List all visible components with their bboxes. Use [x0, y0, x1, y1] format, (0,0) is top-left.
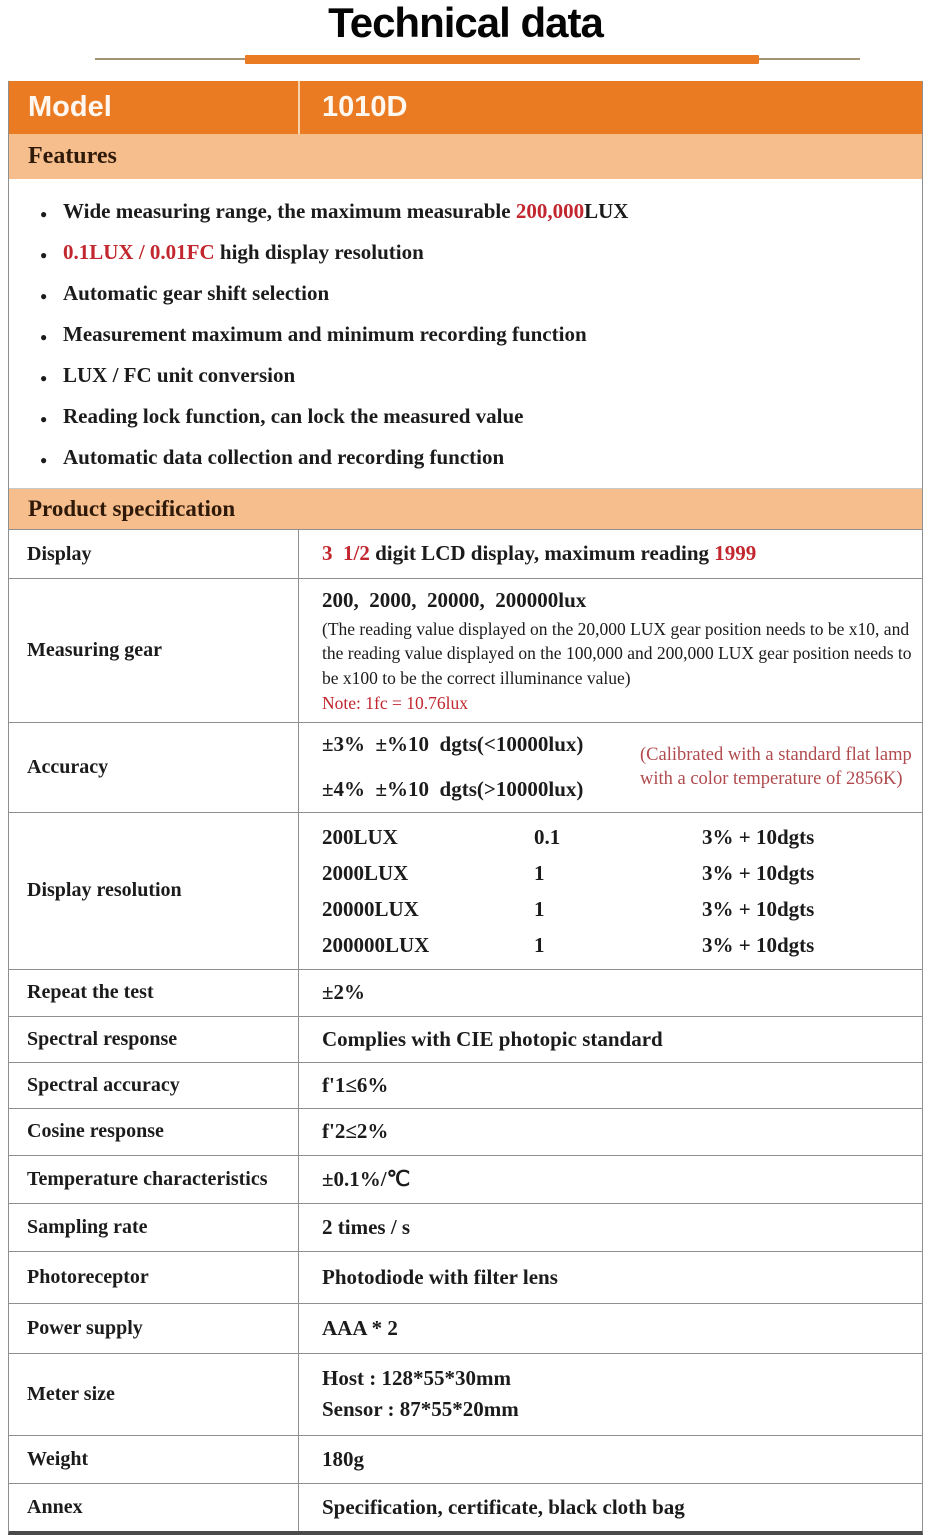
range-cell: 20000LUX	[322, 896, 419, 921]
spec-row-annex	[9, 1483, 922, 1531]
value-line	[322, 691, 914, 716]
text-segment: Automatic data collection and recording function	[63, 445, 505, 469]
range-cell: 2000LUX	[322, 860, 409, 885]
spec-label: Spectral response	[27, 1027, 178, 1050]
resolution-line	[322, 891, 914, 927]
spec-row-spectral-accuracy	[9, 1062, 922, 1108]
accuracy-cell: 3% + 10dgts	[702, 860, 815, 885]
spec-label: Sampling rate	[27, 1215, 148, 1238]
spec-value	[298, 579, 922, 722]
value-line	[322, 1313, 914, 1345]
spec-label: Display	[27, 542, 92, 565]
bullet-icon: ●	[40, 248, 48, 262]
spec-label: Repeat the test	[27, 981, 154, 1004]
text-segment: (The reading value displayed on the 20,000 LUX gear position needs to be x10, and the reading value displayed on the 100,000 and 200,000 LUX gear position needs to be x100 to be the correct illuminance value)	[322, 618, 916, 689]
spec-row-temperature	[9, 1155, 922, 1203]
spec-label: Weight	[27, 1447, 89, 1470]
value-line	[322, 1024, 914, 1056]
value-line	[322, 1116, 914, 1148]
resolution-line	[322, 855, 914, 891]
text-segment: LUX	[584, 199, 629, 223]
spec-value	[298, 1109, 922, 1155]
spec-value	[298, 1204, 922, 1251]
feature-text	[63, 315, 587, 353]
spec-row-meter-size	[9, 1353, 922, 1435]
feature-text	[63, 397, 523, 435]
value-line	[322, 1070, 914, 1102]
spec-row-measuring-gear	[9, 578, 922, 722]
spec-label: Annex	[27, 1495, 83, 1518]
resolution-cell: 1	[534, 896, 545, 921]
text-segment: 200,000	[515, 199, 585, 223]
text-segment: Photodiode with filter lens	[322, 1264, 558, 1289]
spec-label: Display resolution	[27, 879, 182, 902]
spec-heading-band	[9, 488, 922, 529]
value-line	[322, 1164, 914, 1196]
text-segment: Specification, certificate, black cloth bag	[322, 1494, 685, 1519]
spec-value	[298, 1156, 922, 1203]
accuracy-cell: 3% + 10dgts	[702, 896, 815, 921]
value-line	[322, 1444, 914, 1476]
spec-row-cosine-response	[9, 1108, 922, 1155]
spec-row-sampling-rate	[9, 1203, 922, 1251]
spec-value	[298, 813, 922, 969]
value-line	[322, 1262, 914, 1294]
bullet-icon: ●	[40, 289, 48, 303]
spec-value	[298, 1252, 922, 1303]
feature-text	[63, 233, 424, 271]
text-segment: ±3% ±%10 dgts(<10000lux)	[322, 731, 584, 756]
text-segment: 1999	[714, 541, 757, 566]
spec-row-weight	[9, 1435, 922, 1483]
model-header-row	[9, 81, 922, 134]
feature-item-5	[9, 356, 910, 397]
spec-label: Measuring gear	[27, 638, 162, 661]
text-segment: Wide measuring range, the maximum measurable	[63, 199, 516, 223]
value-line	[322, 729, 640, 761]
spec-row-photoreceptor	[9, 1251, 922, 1303]
features-heading-band	[9, 134, 922, 179]
feature-text	[63, 192, 628, 230]
text-segment: Sensor : 87*55*20mm	[322, 1397, 519, 1422]
value-line	[322, 1363, 914, 1395]
text-segment: f'1≤6%	[322, 1072, 389, 1097]
bullet-icon: ●	[40, 207, 48, 221]
title-underline	[0, 45, 931, 81]
spec-value	[298, 1484, 922, 1531]
spec-row-repeat-test	[9, 969, 922, 1016]
spec-row-accuracy	[9, 722, 922, 812]
feature-item-4	[9, 315, 910, 356]
text-segment: ±2%	[322, 980, 366, 1005]
value-line	[322, 774, 640, 806]
spec-heading: Product specification	[28, 496, 236, 521]
spec-sheet	[8, 81, 923, 1535]
value-line	[322, 1492, 914, 1524]
spec-value	[298, 1436, 922, 1483]
feature-item-7	[9, 438, 910, 479]
spec-row-power-supply	[9, 1303, 922, 1353]
accuracy-lines	[322, 729, 640, 806]
page-title: Technical data	[328, 0, 603, 46]
features-heading: Features	[28, 143, 117, 169]
feature-item-6	[9, 397, 910, 438]
value-line	[322, 585, 914, 617]
feature-text	[63, 274, 329, 312]
feature-item-2	[9, 233, 910, 274]
spec-value	[298, 1354, 922, 1435]
feature-text	[63, 356, 295, 394]
spec-row-display	[9, 529, 922, 578]
bullet-icon: ●	[40, 371, 48, 385]
text-segment: LUX / FC unit conversion	[63, 363, 296, 387]
spec-label: Meter size	[27, 1382, 115, 1405]
accuracy-cell: 3% + 10dgts	[702, 932, 815, 957]
resolution-line	[322, 819, 914, 855]
value-line	[322, 538, 914, 570]
spec-label: Power supply	[27, 1316, 143, 1339]
resolution-cell: 1	[534, 860, 545, 885]
features-list	[9, 179, 922, 488]
spec-label: Accuracy	[27, 755, 109, 778]
text-segment: Automatic gear shift selection	[63, 281, 330, 305]
spec-table-body	[9, 529, 922, 1531]
model-label: Model	[28, 91, 112, 123]
bullet-icon: ●	[40, 412, 48, 426]
spec-value	[298, 723, 922, 812]
spec-label: Cosine response	[27, 1120, 164, 1143]
text-segment: Measurement maximum and minimum recording function	[63, 322, 587, 346]
range-cell: 200LUX	[322, 824, 398, 849]
resolution-cell: 0.1	[534, 824, 561, 849]
model-value: 1010D	[298, 81, 922, 134]
bullet-icon: ●	[40, 453, 48, 467]
spec-label: Photoreceptor	[27, 1265, 149, 1288]
spec-row-display-resolution	[9, 812, 922, 969]
bullet-icon: ●	[40, 330, 48, 344]
spec-label: Temperature characteristics	[27, 1167, 268, 1190]
text-segment: Reading lock function, can lock the measured value	[63, 404, 524, 428]
text-segment: high display resolution	[214, 240, 424, 264]
range-cell: 200000LUX	[322, 932, 430, 957]
text-segment: ±0.1%/℃	[322, 1166, 411, 1191]
text-segment: digit LCD display, maximum reading	[369, 541, 715, 566]
text-segment: Note: 1fc = 10.76lux	[322, 693, 468, 714]
text-segment: 2 times / s	[322, 1214, 411, 1239]
feature-item-1	[9, 192, 910, 233]
title-underline-thick	[245, 55, 759, 64]
value-line	[322, 1394, 914, 1426]
feature-item-3	[9, 274, 910, 315]
spec-value	[298, 1017, 922, 1062]
value-line	[322, 977, 914, 1009]
value-line	[322, 1212, 914, 1244]
calibration-note: (Calibrated with a standard flat lamp with a color temperature of 2856K)	[640, 745, 912, 790]
accuracy-cell: 3% + 10dgts	[702, 824, 815, 849]
spec-value	[298, 970, 922, 1016]
value-line	[322, 617, 914, 692]
resolution-cell: 1	[534, 932, 545, 957]
text-segment: 180g	[322, 1446, 364, 1471]
spec-row-spectral-response	[9, 1016, 922, 1062]
text-segment: f'2≤2%	[322, 1119, 389, 1144]
text-segment: Complies with CIE photopic standard	[322, 1026, 663, 1051]
text-segment: 0.1LUX / 0.01FC	[63, 240, 215, 264]
text-segment: AAA * 2	[322, 1315, 398, 1340]
text-segment: Host : 128*55*30mm	[322, 1365, 511, 1390]
text-segment: ±4% ±%10 dgts(>10000lux)	[322, 777, 584, 802]
spec-value	[298, 1304, 922, 1353]
spec-label: Spectral accuracy	[27, 1073, 180, 1096]
spec-value	[298, 1063, 922, 1108]
text-segment: 200, 2000, 20000, 200000lux	[322, 588, 587, 612]
text-segment: 3 1/2	[322, 541, 370, 566]
feature-text	[63, 438, 504, 476]
resolution-line	[322, 927, 914, 963]
spec-value	[298, 530, 922, 578]
